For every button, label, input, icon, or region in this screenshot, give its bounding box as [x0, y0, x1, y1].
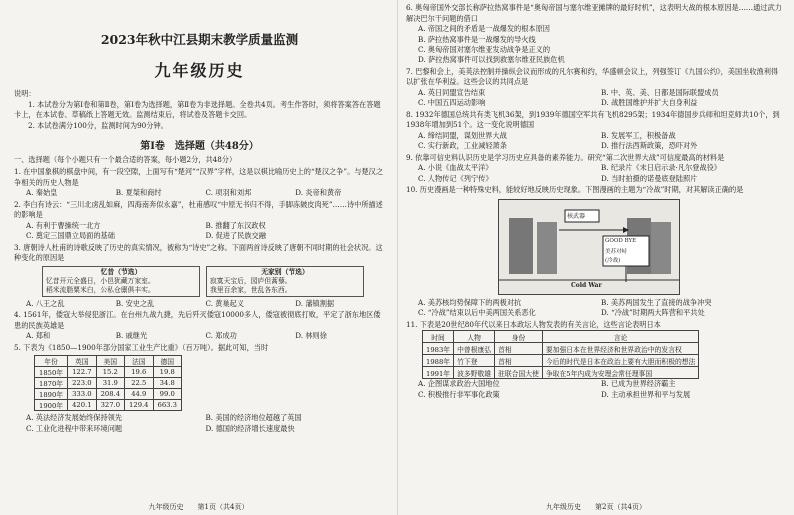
question-item [406, 153, 784, 184]
question-stem: 7. 巴黎和会上，美英法控制并操纵会议而形成的凡尔赛和约，华盛顿会议上，列强签订《九国公约》，美国坐收渔利得以扩张在华利益。这些会议的共同点是 [406, 66, 779, 87]
answer-options [14, 413, 385, 434]
table-row [423, 343, 699, 355]
answer-option: B. 中、英、美、日都是国际联盟成员 [601, 88, 719, 97]
table-header-cell: 美国 [96, 356, 124, 367]
answer-option: B. 推翻了东汉政权 [205, 220, 266, 230]
question-item [406, 110, 784, 152]
answer-option: A. 英日同盟宣告结束 [418, 88, 486, 97]
poem-line: 我里百余家，世乱各东西。 [210, 285, 292, 294]
answer-option: C. 黄巢起义 [205, 298, 245, 308]
question-stem: 4. 1561年，倭寇大举侵犯浙江。在台州九战九捷，先后歼灭倭寇10000多人，倭寇被彻底打败，平定了浙东地区倭患的民族英雄是 [14, 310, 381, 330]
table-cell: 44.9 [125, 389, 153, 400]
answer-option: D. 林则徐 [295, 331, 327, 341]
question-item [406, 3, 784, 66]
answer-option: D. 主动承担世界和平与发展 [601, 389, 691, 399]
answer-option: D. 当时拍摄的诺曼底登陆照片 [601, 173, 698, 183]
answer-option: B. 发展军工，积极备战 [601, 131, 676, 140]
poem-line: 稻米流脂粟米白，公私仓廪俱丰实。 [46, 285, 155, 294]
table-cell: 1870年 [35, 378, 68, 389]
answer-options [14, 331, 385, 341]
table-cell: 15.2 [96, 367, 124, 378]
table-cell: 22.5 [125, 378, 153, 389]
table-cell: 19.6 [125, 367, 153, 378]
notes-label: 说明： [14, 89, 36, 98]
table-cell: 420.1 [68, 400, 96, 411]
question-stem: 5. 下表为《1850—1900年部分国家工业生产比重》（百万吨）。据此可知，当时 [14, 342, 269, 352]
table-cell: 首相 [495, 355, 543, 367]
table-header-row [35, 356, 182, 367]
answer-options [406, 24, 784, 66]
table-row [35, 389, 182, 400]
answer-option: A. 企图谋求政治大国地位 [418, 379, 500, 389]
answer-option: A. 英法经济发展始终保持领先 [26, 413, 123, 423]
part-intro: 一、选择题（每个小题只有一个最合适的答案，每小题2分，共48分） [14, 155, 237, 165]
answer-option: A. 美苏核均势保障下的两极对抗 [418, 297, 522, 307]
table-cell: 122.7 [68, 367, 96, 378]
table-cell: 要加强日本在世界经济和世界政治中的发言权 [542, 343, 699, 355]
note-2: 2. 本试卷满分100分，监测时间为90分钟。 [28, 120, 168, 130]
answer-option: D. 炎帝和黄帝 [295, 188, 342, 198]
answer-option: A. 缔结同盟，谋划世界大战 [418, 131, 507, 140]
table-cell: 今后的时代是日本在政治上要有大胆而积极的想法 [542, 355, 699, 367]
cartoon-drawing [499, 200, 679, 294]
answer-option: C. 积极推行非军事化政策 [418, 389, 500, 399]
answer-option: B. 美国的经济地位超越了英国 [205, 413, 302, 423]
speech-table [422, 330, 699, 379]
answer-option: C. 实行新政，工业减轻萧条 [418, 141, 507, 151]
table-cell: 333.0 [68, 389, 96, 400]
table-row [35, 400, 182, 411]
question-stem: 8. 1932年德国总统共有类飞机36架，到1939年德国空军共有飞机8295架；1934年德国步兵师和坦克师共10个，到1938年增加到51个。这一变化说明德国 [406, 109, 780, 130]
answer-option: C. 工业化进程中带来环境问题 [26, 423, 123, 433]
question-item [406, 185, 784, 318]
table-cell: 竹下登 [454, 355, 495, 367]
question-item [14, 343, 385, 434]
answer-option: D. 德国的经济增长速度最快 [205, 423, 295, 433]
table-cell: 争取在5年内成为安理会常任理事国 [542, 367, 699, 379]
question-item [14, 200, 385, 242]
table-cell: 1983年 [423, 343, 454, 355]
answer-option: C. 中国五四运动影响 [418, 98, 486, 108]
answer-option: C. 奥匈帝国对塞尔维亚发动战争是正义的 [418, 45, 551, 54]
poem-title: 无家别（节选） [261, 267, 309, 276]
answer-option: A. 小说《血战太平洋》 [418, 163, 493, 173]
page-right [397, 0, 794, 515]
table-cell: 34.8 [153, 378, 181, 389]
table-cell: 19.8 [153, 367, 181, 378]
exam-title: 2023年秋中江县期末教学质量监测 [100, 32, 299, 47]
question-stem: 6. 奥匈帝国外交部长称萨拉热窝事件是“奥匈帝国与塞尔维亚摊牌的最好时机”，这表明大战的根本原因是……通过武力解决巴尔干问题的借口 [406, 3, 782, 23]
answer-option: D. 藩镇割据 [295, 298, 335, 308]
poem-title: 忆昔（节选） [100, 267, 142, 276]
table-cell: 99.0 [153, 389, 181, 400]
answer-option: D. 战胜国维护并扩大自身利益 [601, 98, 698, 108]
table-cell: 129.4 [125, 400, 153, 411]
table-cell: 波多野敬雄 [454, 367, 495, 379]
answer-options [406, 379, 784, 400]
page-footer-right: 九年级历史 第2页（共4页） [546, 503, 646, 511]
answer-option: A. 郑和 [26, 331, 51, 341]
table-cell: 1900年 [35, 400, 68, 411]
answer-option: B. 纪录片《末日启示录·凡尔登战役》 [601, 163, 721, 173]
answer-options [14, 299, 385, 309]
question-stem: 10. 历史漫画是一种特殊史料，能较好地反映历史现象。下图漫画的主题为“冷战”时期，对其解读正确的是 [406, 185, 744, 195]
table-header-cell: 法国 [125, 356, 153, 367]
table-cell: 首相 [495, 343, 543, 355]
cartoon-label: 核武器 [567, 212, 586, 220]
question-item [14, 167, 385, 199]
answer-option: B. 已成为世界经济霸主 [601, 379, 676, 389]
poem-line: 忆昔开元全盛日，小邑犹藏万家室。 [46, 276, 155, 285]
question-stem: 11. 下表是20世纪80年代以来日本政坛人物发表的有关言论，这些言论表明日本 [406, 319, 661, 329]
table-header-cell: 德国 [153, 356, 181, 367]
answer-options [406, 298, 784, 319]
table-cell: 中曾根康弘 [454, 343, 495, 355]
table-cell: 1988年 [423, 355, 454, 367]
table-cell: 驻联合国大使 [495, 367, 543, 379]
answer-option: D. 萨拉热窝事件可以找到救塞尔维亚民族危机 [418, 55, 565, 65]
table-cell: 663.3 [153, 400, 181, 411]
question-item [14, 310, 385, 342]
table-cell: 208.4 [96, 389, 124, 400]
answer-option: C. 项羽和刘邦 [205, 188, 252, 198]
question-stem: 2. 李白有诗云：“三川北虏乱如麻，四海南奔似永嘉”，杜甫感叹“中原无书归不得，手脚冻皴皮肉死”……诗中所描述的影响是 [14, 199, 383, 220]
table-row [423, 355, 699, 367]
answer-option: D. 促进了民族交融 [205, 231, 266, 241]
poem-box [206, 266, 364, 297]
table-row [423, 367, 699, 379]
answer-option: C. 人物传记《列宁传》 [418, 173, 493, 183]
answer-options [14, 221, 385, 242]
poem-boxes [42, 266, 385, 297]
poem-box [42, 266, 200, 297]
question-stem: 9. 依靠可信史料认识历史是学习历史应具备的素养能力。研究“第二次世界大战”可信度最高的材料是 [406, 152, 725, 162]
answer-option: A. 帝国之间的矛盾是一战爆发的根本原因 [418, 24, 550, 34]
answer-option: B. 萨拉热窝事件是一战爆发的导火线 [418, 34, 536, 44]
table-header-cell: 人物 [454, 331, 495, 343]
table-cell: 327.0 [96, 400, 124, 411]
answer-option: C. 奠定三国鼎立局面的基础 [26, 231, 115, 241]
answer-options [406, 131, 784, 152]
note-1: 1. 本试卷分为第Ⅰ卷和第Ⅱ卷，第Ⅰ卷为选择题，第Ⅱ卷为非选择题。全卷共4页。考生作答时，须将答案答在答题卡上，在本试卷、草稿纸上答题无效。监测结束后，将试卷及答题卡交回。 [14, 99, 381, 120]
table-row [35, 367, 182, 378]
table-cell: 1890年 [35, 389, 68, 400]
table-header-cell: 年份 [35, 356, 68, 367]
answer-option: A. 秦始皇 [26, 188, 58, 198]
exam-subject: 九年级历史 [154, 61, 245, 80]
table-cell: 1991年 [423, 367, 454, 379]
question-stem: 1. 在中国象棋的棋盘中间，有一段空隙，上面写有“楚河”“汉界”字样，这是以棋比喻历史上的“楚汉之争”。与楚汉之争相关的历史人物是 [14, 166, 384, 187]
cartoon-sign-line: 美苏对峙 [605, 248, 628, 255]
cold-war-cartoon [498, 199, 680, 295]
answer-option: B. 夏桀和商纣 [115, 188, 162, 198]
page-footer-left: 九年级历史 第1页（共4页） [148, 503, 249, 511]
table-header-row [423, 331, 699, 343]
answer-options [406, 88, 784, 109]
answer-option: A. 八王之乱 [26, 298, 65, 308]
cartoon-sign-line: (冷战) [605, 257, 621, 264]
table-header-cell: 言论 [542, 331, 699, 343]
table-cell: 223.0 [68, 378, 96, 389]
table-header-cell: 英国 [68, 356, 96, 367]
production-table [34, 355, 182, 411]
answer-option: C. 郑成功 [205, 331, 237, 341]
answer-option: D. “冷战”时期两大阵营和平共处 [601, 308, 705, 318]
question-item [14, 243, 385, 310]
table-header-cell: 身份 [495, 331, 543, 343]
answer-option: B. 美苏两国发生了直接的战争冲突 [601, 297, 712, 307]
table-cell: 1850年 [35, 367, 68, 378]
table-row [35, 378, 182, 389]
question-stem: 3. 唐朝诗人杜甫的诗歌反映了历史的真实情况，被称为“诗史”之称。下面两首诗反映了唐朝不同时期的社会状况。这种变化的原因是 [14, 242, 383, 263]
answer-options [14, 188, 385, 198]
answer-option: B. 安史之乱 [115, 298, 155, 308]
answer-options [406, 163, 784, 184]
table-header-cell: 时间 [423, 331, 454, 343]
table-cell: 31.9 [96, 378, 124, 389]
poem-line: 寂寞天宝后，园庐但蒿藜。 [210, 276, 292, 285]
answer-option: B. 戚继光 [115, 331, 148, 341]
section-title: 第Ⅰ卷 选择题（共48分） [140, 141, 259, 153]
cartoon-caption: Cold War [571, 281, 602, 289]
answer-option: A. 有利于曹操统一北方 [26, 220, 101, 230]
answer-option: C. “冷战”结束以后中美两国关系恶化 [418, 308, 536, 318]
answer-option: D. 推行法西斯政策，恐吓对外 [601, 141, 698, 151]
cartoon-sign-line: GOOD BYE [605, 237, 637, 244]
question-item [406, 320, 784, 400]
question-item [406, 67, 784, 109]
